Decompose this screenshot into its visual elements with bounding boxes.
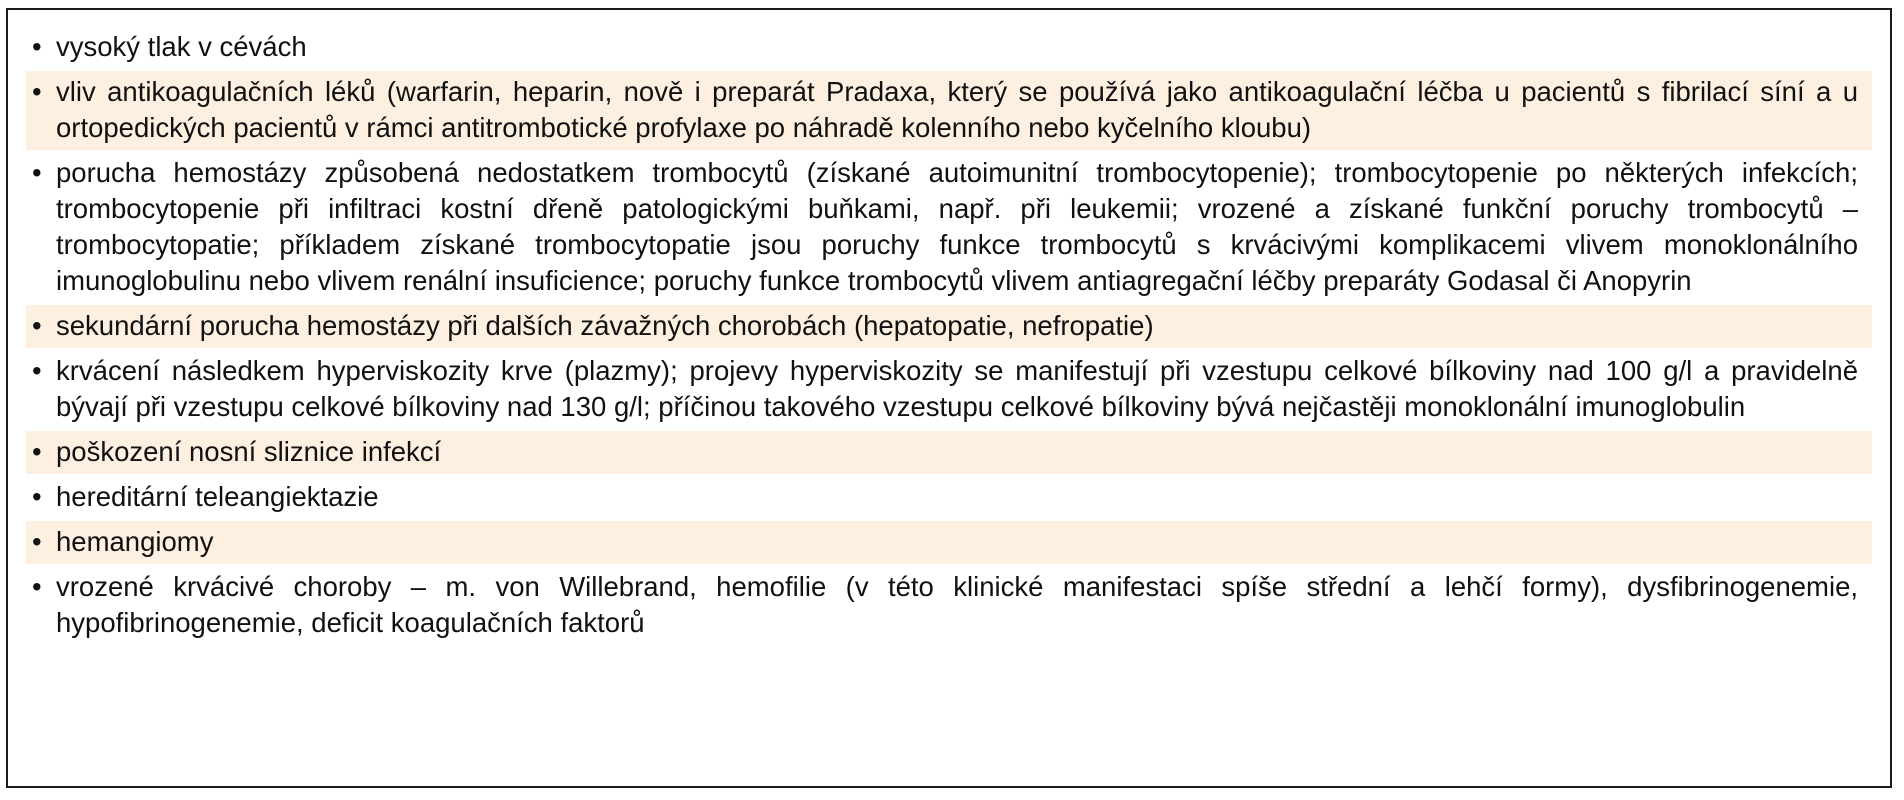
bullet-icon: • [32,571,42,602]
bullet-icon: • [32,436,42,467]
cause-list [26,26,1872,647]
list-item-text: poškození nosní sliznice infekcí [56,436,442,467]
list-item-text: hereditární teleangiektazie [56,481,379,512]
bullet-icon: • [32,481,42,512]
bullet-icon: • [32,355,42,386]
list-item [26,305,1872,350]
list-item-text: sekundární porucha hemostázy při dalších závažných chorobách (hepatopatie, nefropatie) [56,310,1154,341]
bullet-icon: • [32,157,42,188]
list-item [26,152,1872,305]
list-item [26,71,1872,152]
list-item [26,521,1872,566]
list-item-text: hemangiomy [56,526,214,557]
list-item [26,566,1872,647]
list-item-text: vysoký tlak v cévách [56,31,307,62]
bullet-icon: • [32,310,42,341]
list-item [26,26,1872,71]
list-item [26,350,1872,431]
table-frame [6,8,1892,788]
bullet-icon: • [32,76,42,107]
list-item-text: porucha hemostázy způsobená nedostatkem trombocytů (získané autoimunitní trombocytopenie); trombocytopenie po některých infekcích; trombocytopenie při infiltraci kostní dřeně patologickými buňkami, např. při leukemii; vrozené a získané funkční poruchy trombocytů – trombocytopatie; příkladem získané trombocytopatie jsou poruchy funkce trombocytů s krvácivými komplikacemi vlivem monoklonálního imunoglobulinu nebo vlivem renální insuficience; poruchy funkce trombocytů vlivem antiagregační léčby preparáty Godasal či Anopyrin [56,157,1858,296]
bullet-icon: • [32,526,42,557]
list-item [26,476,1872,521]
list-item-text: krvácení následkem hyperviskozity krve (plazmy); projevy hyperviskozity se manifestují při vzestupu celkové bílkoviny nad 100 g/l a pravidelně bývají při vzestupu celkové bílkoviny nad 130 g/l; příčinou takového vzestupu celkové bílkoviny bývá nejčastěji monoklonální imunoglobulin [56,355,1858,422]
list-item [26,431,1872,476]
list-item-text: vrozené krvácivé choroby – m. von Willebrand, hemofilie (v této klinické manifestaci spíše střední a lehčí formy), dysfibrinogenemie, hypofibrinogenemie, deficit koagulačních faktorů [56,571,1858,638]
bullet-icon: • [32,31,42,62]
list-item-text: vliv antikoagulačních léků (warfarin, heparin, nově i preparát Pradaxa, který se používá jako antikoagulační léčba u pacientů s fibrilací síní a u ortopedických pacientů v rámci antitrombotické profylaxe po náhradě kolenního nebo kyčelního kloubu) [56,76,1858,143]
